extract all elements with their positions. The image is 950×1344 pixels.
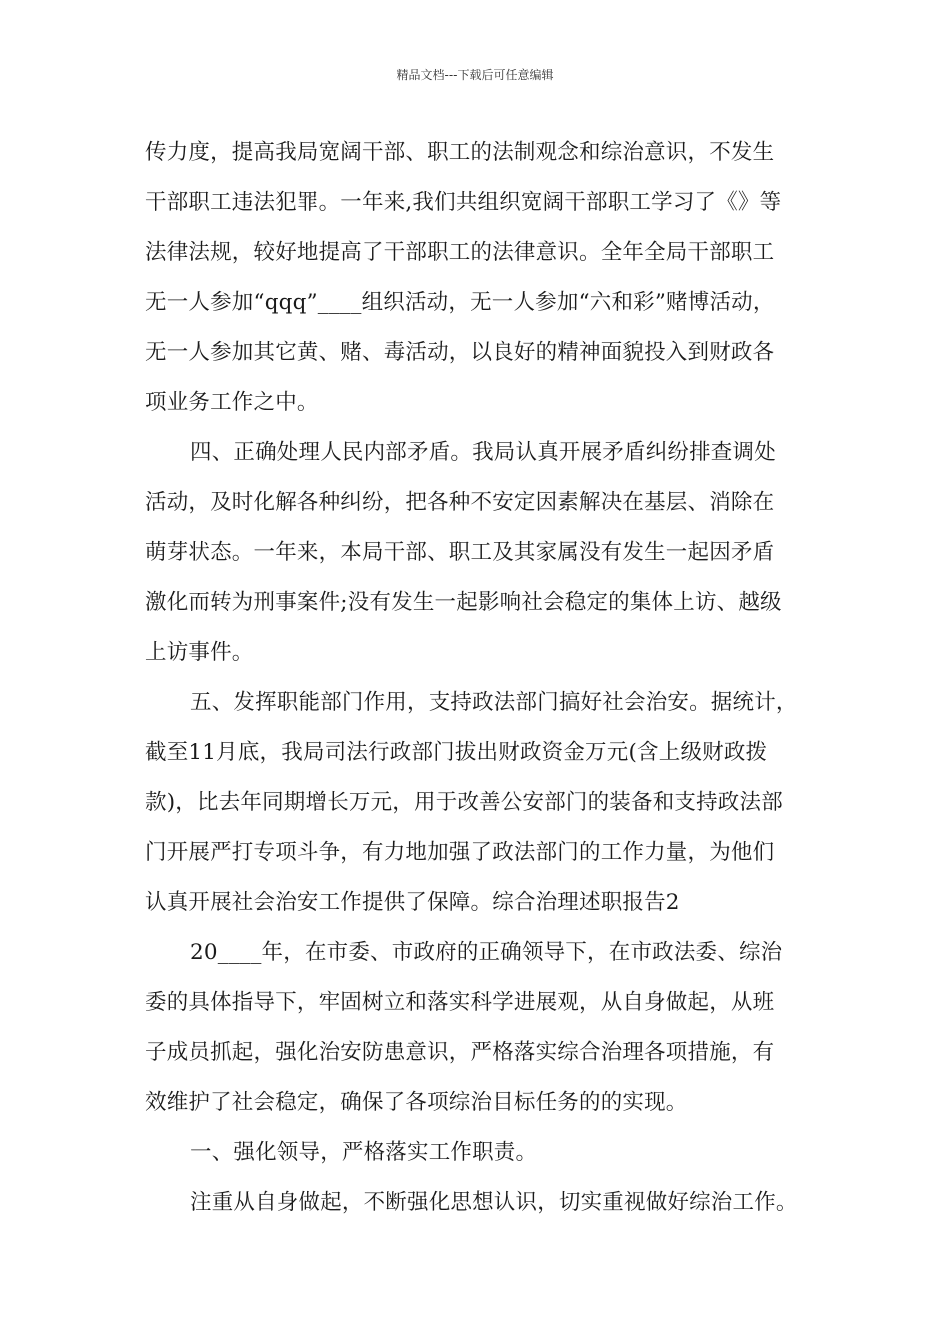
document-body <box>145 128 835 1228</box>
text-line: 截至11月底，我局司法行政部门拔出财政资金万元(含上级财政拨 <box>145 740 768 765</box>
text-line: 认真开展社会治安工作提供了保障。综合治理述职报告2 <box>145 890 680 915</box>
text-line: 项业务工作之中。 <box>145 390 319 415</box>
text-line: 无一人参加“qqq”____组织活动，无一人参加“六和彩”赌博活动， <box>145 290 775 315</box>
paragraph-start-line: 注重从自身做起，不断强化思想认识，切实重视做好综治工作。 <box>190 1190 798 1215</box>
text-line: 活动，及时化解各种纠纷，把各种不安定因素解决在基层、消除在 <box>145 490 775 515</box>
text-line: 传力度，提高我局宽阔干部、职工的法制观念和综治意识，不发生 <box>145 140 775 165</box>
text-line: 效维护了社会稳定，确保了各项综治目标任务的的实现。 <box>145 1090 688 1115</box>
paragraph-start-line: 四、正确处理人民内部矛盾。我局认真开展矛盾纠纷排查调处 <box>190 440 776 465</box>
text-line: 无一人参加其它黄、赌、毒活动，以良好的精神面貌投入到财政各 <box>145 340 775 365</box>
text-line: 上访事件。 <box>145 640 254 665</box>
text-line: 法律法规，较好地提高了干部职工的法律意识。全年全局干部职工 <box>145 240 775 265</box>
text-line: 子成员抓起，强化治安防患意识，严格落实综合治理各项措施，有 <box>145 1040 775 1065</box>
text-line: 干部职工违法犯罪。一年来,我们共组织宽阔干部职工学习了《》等 <box>145 190 782 215</box>
text-line: 委的具体指导下，牢固树立和落实科学进展观，从自身做起，从班 <box>145 990 775 1015</box>
section-heading-line: 一、强化领导，严格落实工作职责。 <box>190 1140 538 1165</box>
paragraph-start-line: 20____年，在市委、市政府的正确领导下，在市政法委、综治 <box>190 940 783 965</box>
text-line: 门开展严打专项斗争，有力地加强了政法部门的工作力量，为他们 <box>145 840 775 865</box>
text-line: 激化而转为刑事案件;没有发生一起影响社会稳定的集体上访、越级 <box>145 590 782 615</box>
paragraph-start-line: 五、发挥职能部门作用，支持政法部门搞好社会治安。据统计， <box>190 690 798 715</box>
text-line: 萌芽状态。一年来，本局干部、职工及其家属没有发生一起因矛盾 <box>145 540 775 565</box>
page-header: 精品文档---下载后可任意编辑 <box>396 68 554 82</box>
text-line: 款)，比去年同期增长万元，用于改善公安部门的装备和支持政法部 <box>145 790 783 815</box>
